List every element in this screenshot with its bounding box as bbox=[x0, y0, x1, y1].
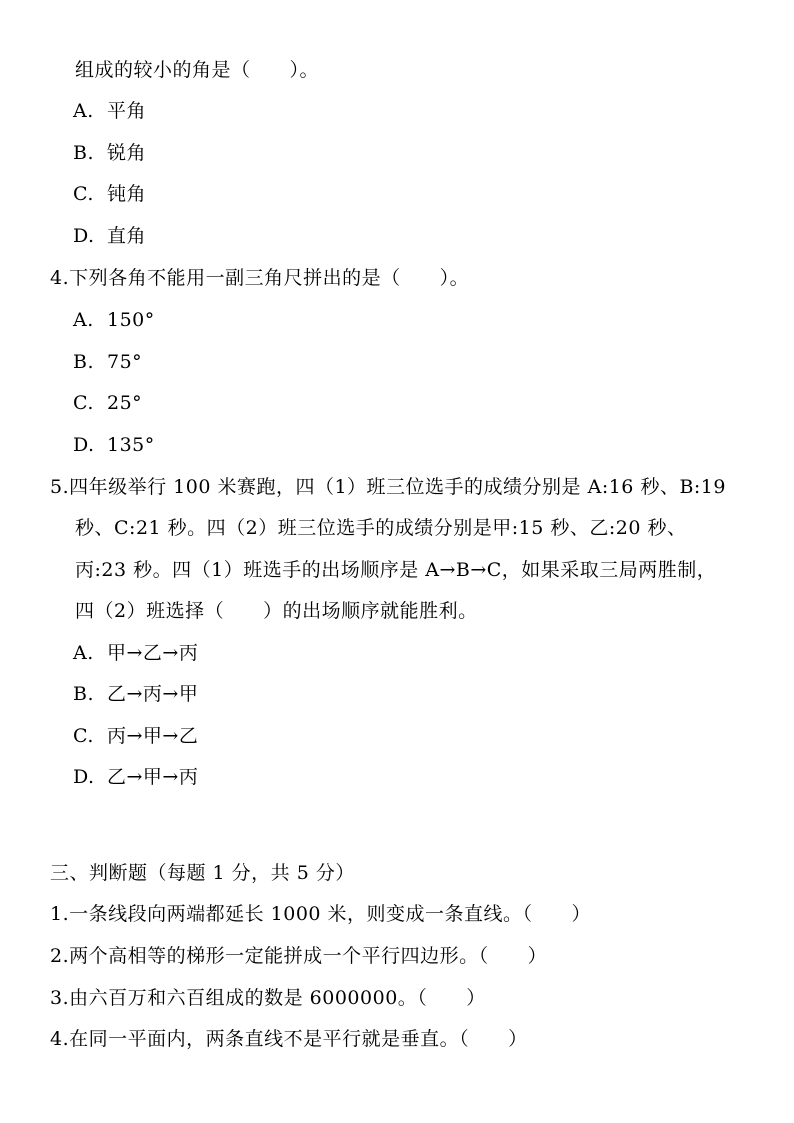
option-letter: A. bbox=[73, 642, 94, 664]
option-text: 乙→甲→丙 bbox=[107, 766, 199, 788]
judgement-item-1: 1.一条线段向两端都延长 1000 米，则变成一条直线。（ ） bbox=[50, 903, 592, 925]
option-letter: D. bbox=[73, 225, 95, 247]
option-letter: D. bbox=[73, 766, 95, 788]
option-text: 150° bbox=[107, 309, 155, 331]
option-text: 锐角 bbox=[107, 142, 147, 164]
question-4-stem: 4.下列各角不能用一副三角尺拼出的是（ ）。 bbox=[50, 267, 470, 289]
question-3-option-b bbox=[73, 140, 146, 166]
option-text: 75° bbox=[107, 351, 143, 373]
section-3-heading: 三、判断题（每题 1 分，共 5 分） bbox=[50, 862, 355, 884]
question-3-option-a bbox=[73, 98, 146, 124]
question-5-option-c bbox=[73, 723, 198, 749]
option-letter: A. bbox=[73, 309, 94, 331]
question-5-option-b bbox=[73, 681, 198, 707]
question-5-stem-line-4: 四（2）班选择（ ）的出场顺序就能胜利。 bbox=[75, 600, 478, 622]
option-text: 平角 bbox=[107, 100, 147, 122]
question-4-option-a bbox=[73, 307, 155, 333]
option-letter: C. bbox=[73, 183, 94, 205]
option-letter: B. bbox=[73, 683, 95, 705]
option-text: 丙→甲→乙 bbox=[107, 725, 199, 747]
question-5-stem-line-1: 5.四年级举行 100 米赛跑，四（1）班三位选手的成绩分别是 A:16 秒、B:19 bbox=[50, 476, 726, 498]
question-3-stem-tail: 组成的较小的角是（ ）。 bbox=[75, 59, 320, 81]
question-5-option-d bbox=[73, 764, 198, 790]
option-letter: B. bbox=[73, 351, 95, 373]
option-text: 135° bbox=[107, 434, 155, 456]
judgement-item-3: 3.由六百万和六百组成的数是 6000000。（ ） bbox=[50, 987, 486, 1009]
question-3-option-c bbox=[73, 181, 146, 207]
option-letter: C. bbox=[73, 725, 94, 747]
question-4-option-b bbox=[73, 349, 142, 375]
option-text: 乙→丙→甲 bbox=[107, 683, 199, 705]
option-text: 直角 bbox=[107, 225, 147, 247]
question-5-option-a bbox=[73, 640, 198, 666]
question-4-option-d bbox=[73, 432, 155, 458]
option-text: 钝角 bbox=[107, 183, 147, 205]
option-text: 甲→乙→丙 bbox=[107, 642, 199, 664]
question-5-stem-line-3: 丙:23 秒。四（1）班选手的出场顺序是 A→B→C，如果采取三局两胜制， bbox=[75, 559, 717, 581]
option-text: 25° bbox=[107, 392, 143, 414]
judgement-item-2: 2.两个高相等的梯形一定能拼成一个平行四边形。（ ） bbox=[50, 945, 548, 967]
option-letter: B. bbox=[73, 142, 95, 164]
question-3-option-d bbox=[73, 223, 146, 249]
question-5-stem-line-2: 秒、C:21 秒。四（2）班三位选手的成绩分别是甲:15 秒、乙:20 秒、 bbox=[75, 517, 687, 539]
option-letter: D. bbox=[73, 434, 95, 456]
question-4-option-c bbox=[73, 390, 142, 416]
option-letter: A. bbox=[73, 100, 94, 122]
judgement-item-4: 4.在同一平面内，两条直线不是平行就是垂直。（ ） bbox=[50, 1028, 528, 1050]
option-letter: C. bbox=[73, 392, 94, 414]
